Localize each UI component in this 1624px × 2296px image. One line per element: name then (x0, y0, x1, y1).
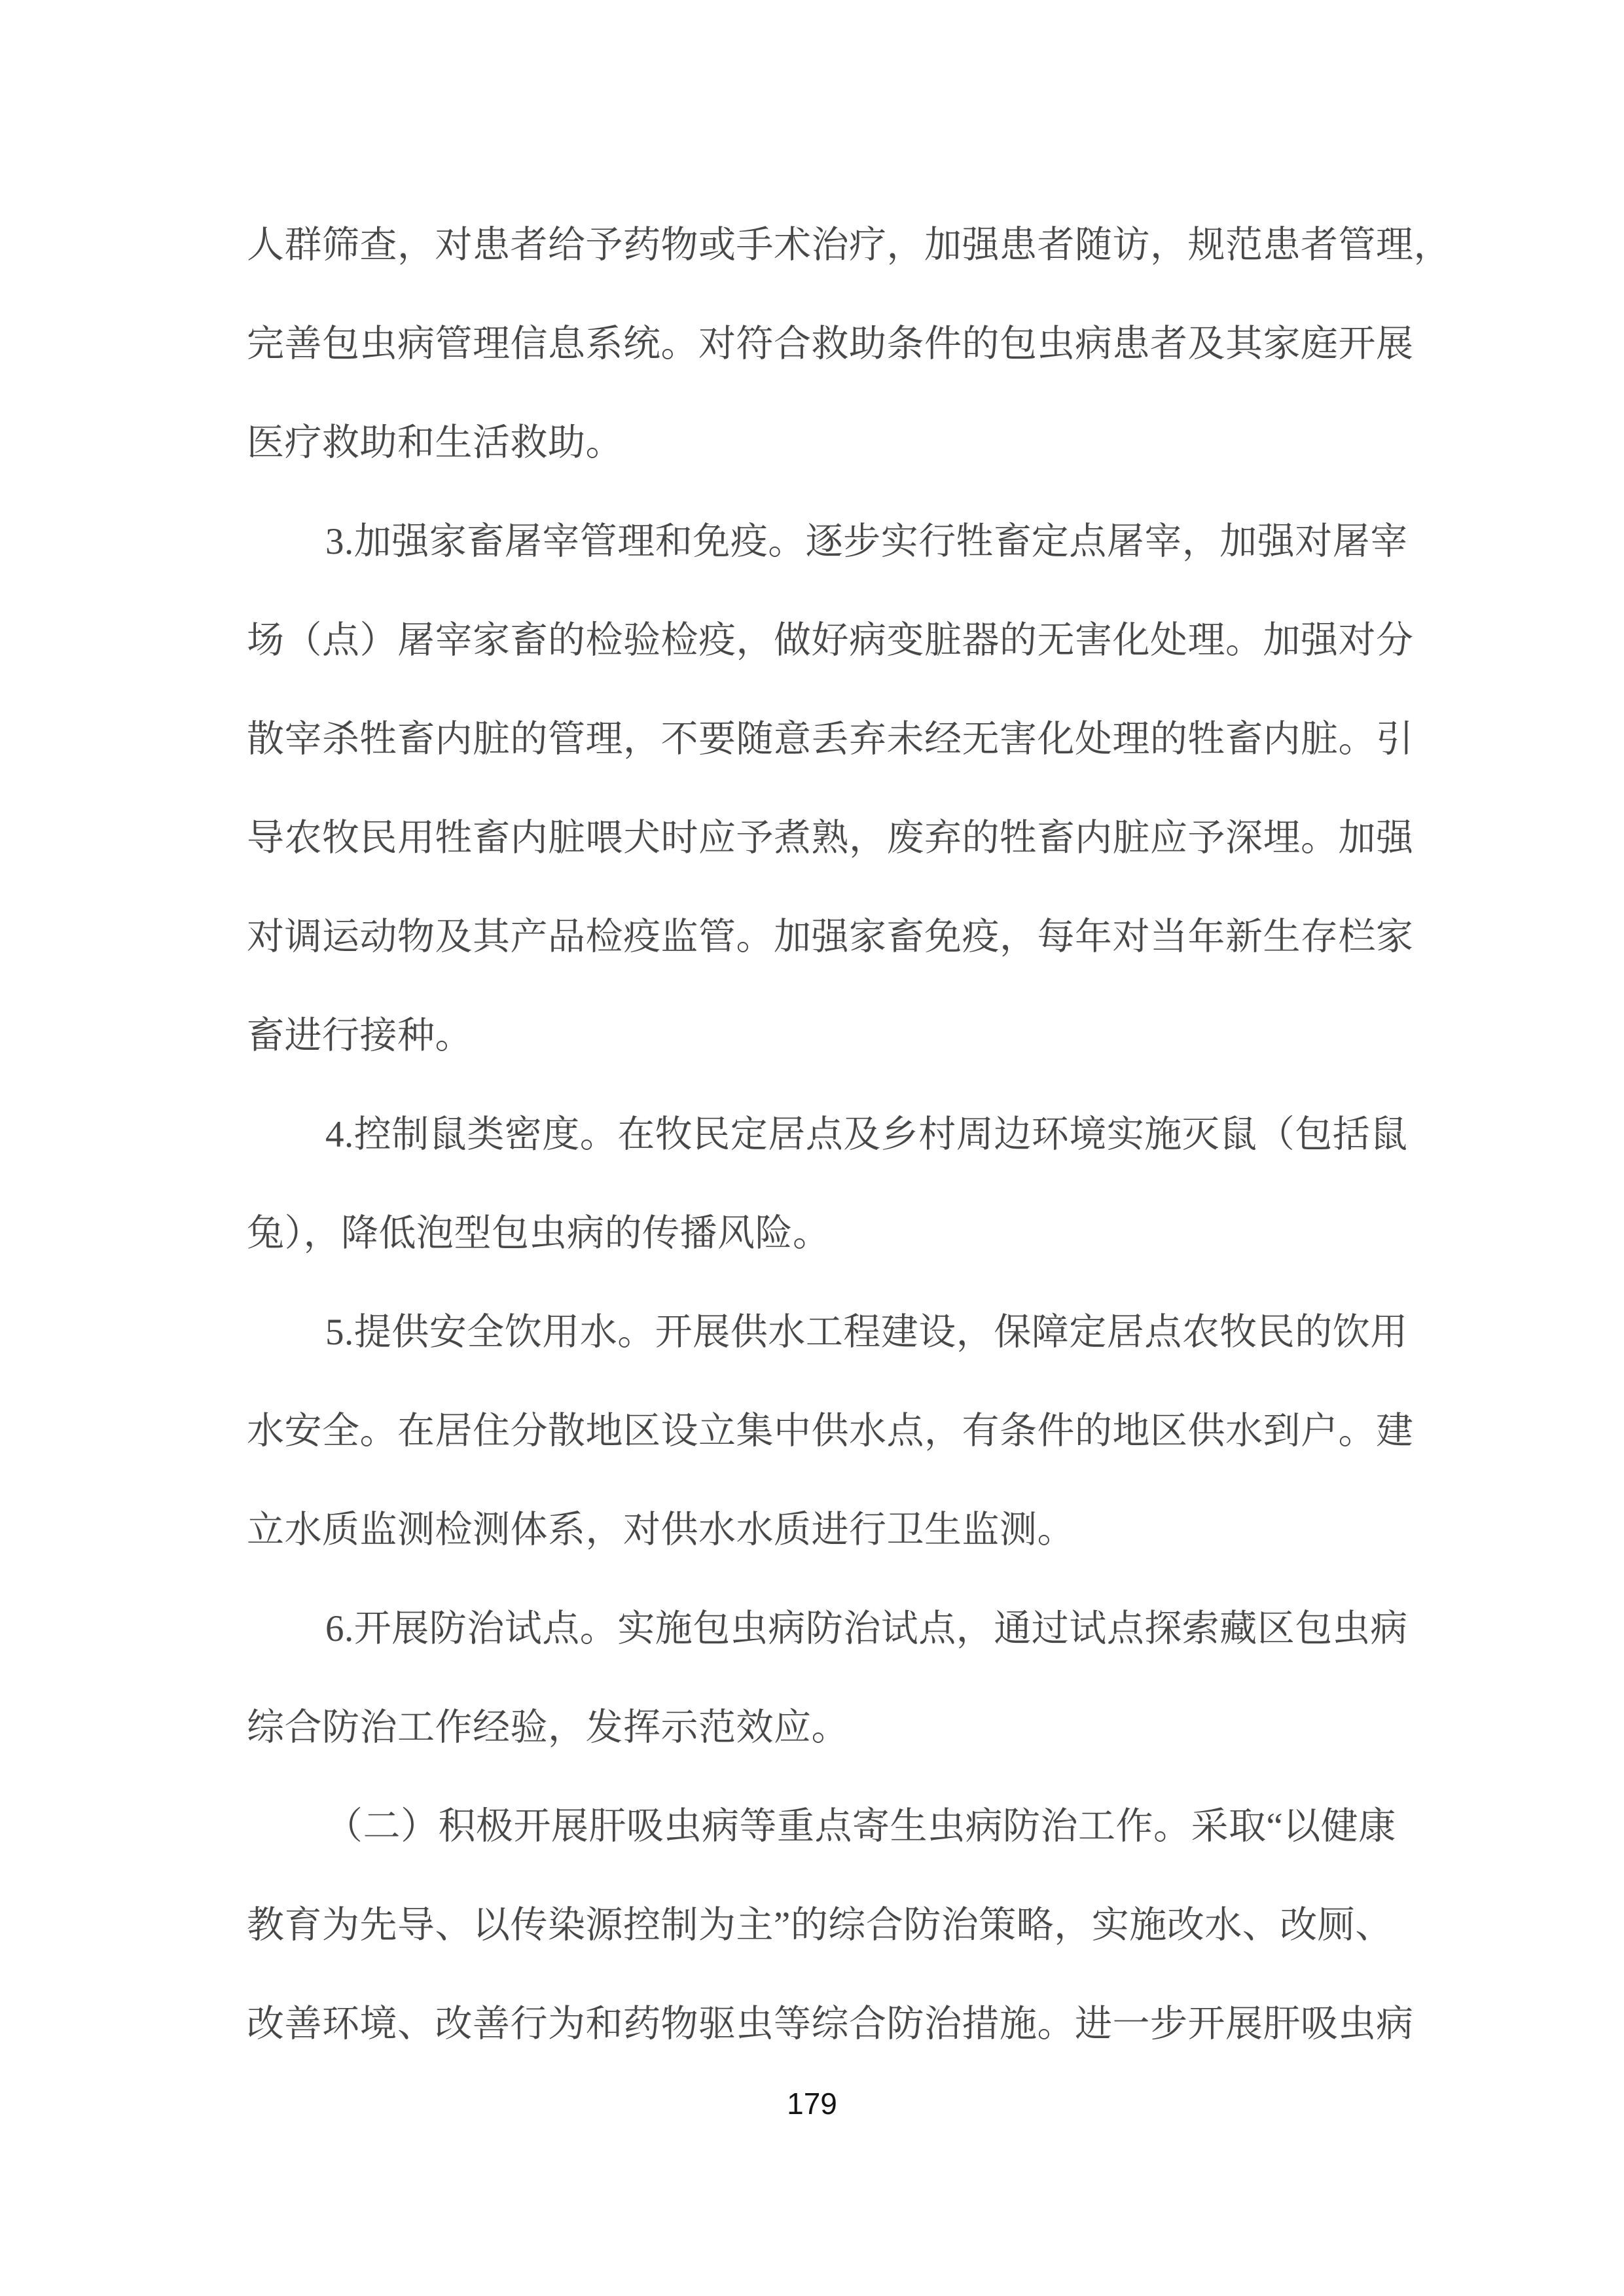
body-text-line: 人群筛查，对患者给予药物或手术治疗，加强患者随访，规范患者管理， (247, 224, 1451, 266)
body-text-line: 6.开展防治试点。实施包虫病防治试点，通过试点探索藏区包虫病 (325, 1608, 1408, 1649)
body-text-line: 水安全。在居住分散地区设立集中供水点，有条件的地区供水到户。建 (247, 1410, 1414, 1452)
body-text-line: 对调运动物及其产品检疫监管。加强家畜免疫，每年对当年新生存栏家 (247, 916, 1414, 958)
body-text-line: 畜进行接种。 (247, 1015, 473, 1056)
body-text-line: 教育为先导、以传染源控制为主”的综合防治策略，实施改水、改厕、 (247, 1905, 1393, 1946)
body-text-line: 3.加强家畜屠宰管理和免疫。逐步实行牲畜定点屠宰，加强对屠宰 (325, 521, 1408, 562)
body-text-line: 完善包虫病管理信息系统。对符合救助条件的包虫病患者及其家庭开展 (247, 323, 1414, 365)
body-text-line: 导农牧民用牲畜内脏喂犬时应予煮熟，废弃的牲畜内脏应予深埋。加强 (247, 817, 1414, 859)
body-text-line: 改善环境、改善行为和药物驱虫等综合防治措施。进一步开展肝吸虫病 (247, 2003, 1414, 2045)
body-text-line: 综合防治工作经验，发挥示范效应。 (247, 1707, 849, 1748)
body-text-line: 5.提供安全饮用水。开展供水工程建设，保障定居点农牧民的饮用 (325, 1312, 1408, 1353)
page-number: 179 (787, 2087, 837, 2121)
body-text-line: 4.控制鼠类密度。在牧民定居点及乡村周边环境实施灭鼠（包括鼠 (325, 1114, 1408, 1155)
document-body-text (247, 225, 1454, 2103)
body-text-line: 医疗救助和生活救助。 (247, 422, 623, 463)
body-text-line: 场（点）屠宰家畜的检验检疫，做好病变脏器的无害化处理。加强对分 (247, 620, 1414, 661)
body-text-line: 兔），降低泡型包虫病的传播风险。 (247, 1213, 831, 1254)
body-text-line: （二）积极开展肝吸虫病等重点寄生虫病防治工作。采取“以健康 (325, 1806, 1396, 1847)
body-text-line: 立水质监测检测体系，对供水水质进行卫生监测。 (247, 1509, 1075, 1551)
body-text-line: 散宰杀牲畜内脏的管理，不要随意丢弃未经无害化处理的牲畜内脏。引 (247, 719, 1414, 760)
